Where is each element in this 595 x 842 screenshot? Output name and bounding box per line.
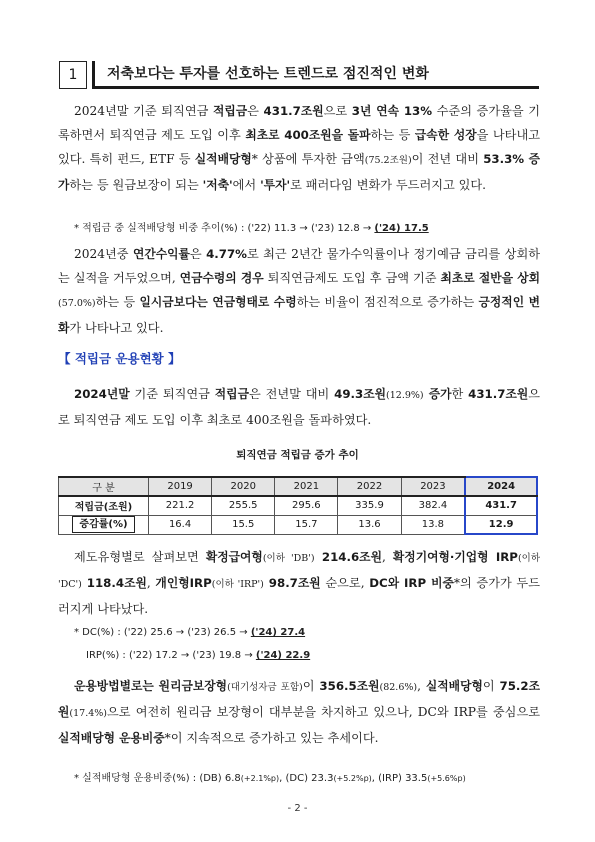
text: 431.7조원 bbox=[468, 387, 529, 401]
text: IRP(%) : ('22) 17.2 → ('23) 19.8 → bbox=[86, 650, 256, 661]
text: 실적배당형 운용비중 bbox=[58, 731, 165, 745]
table-cell: 13.8 bbox=[401, 515, 465, 534]
column-header: 2021 bbox=[275, 477, 338, 496]
text: 4.77% bbox=[206, 247, 248, 261]
paragraph-2 bbox=[58, 242, 540, 340]
text: 53.3% 증가 bbox=[58, 152, 540, 192]
text: 이 bbox=[302, 679, 320, 693]
text: 2024년중 bbox=[74, 247, 133, 261]
text: 가 나타나고 있다. bbox=[69, 321, 164, 335]
text: 하는 등 bbox=[370, 128, 415, 142]
text: 하는 등 bbox=[95, 295, 140, 309]
text: 퇴직연금제도 도입 후 금액 기준 bbox=[263, 271, 441, 285]
text: (대기성자금 포함) bbox=[227, 682, 303, 693]
text: 으로 퇴직연금 제도 도입 이후 최초로 400조원을 돌파하였다. bbox=[58, 387, 541, 427]
text: * DC(%) : ('22) 25.6 → ('23) 26.5 → bbox=[74, 627, 251, 638]
column-header: 2024 bbox=[465, 477, 537, 496]
text: 이 bbox=[482, 679, 500, 693]
text: 3년 연속 13% bbox=[351, 104, 433, 118]
text: 356.5조원 bbox=[319, 679, 380, 693]
reserve-growth-table bbox=[58, 476, 538, 535]
text: 개인형IRP bbox=[155, 576, 212, 590]
text: (82.6%) bbox=[379, 682, 418, 693]
text: 으로 여전히 원리금 보장형이 대부분을 차지하고 있으나, DC와 IRP를 중심으로 bbox=[107, 705, 540, 719]
text: 은 전년말 대비 bbox=[248, 387, 335, 401]
text: 으로 bbox=[323, 104, 352, 118]
text: (+5.2%p) bbox=[333, 774, 372, 783]
text: 확정급여형 bbox=[205, 550, 263, 564]
text: , (DC) 23.3 bbox=[279, 773, 334, 784]
text: 118.4조원 bbox=[81, 576, 147, 590]
text: ('24) 27.4 bbox=[250, 627, 306, 638]
text: 하는 비율이 점진적으로 증가하는 bbox=[296, 295, 479, 309]
text: (12.9%) bbox=[386, 390, 424, 401]
table-cell: 12.9 bbox=[465, 515, 537, 534]
text: ('24) 22.9 bbox=[255, 650, 311, 661]
text: 긍정적인 변화 bbox=[58, 295, 540, 335]
text: ('24) 17.5 bbox=[374, 223, 429, 234]
text: 연금수령의 경우 bbox=[179, 271, 264, 285]
table-cell: 221.2 bbox=[149, 496, 212, 515]
text: 214.6조원 bbox=[314, 550, 382, 564]
paragraph-3 bbox=[58, 382, 540, 432]
section-title: 저축보다는 투자를 선호하는 트렌드로 점진적인 변화 bbox=[92, 61, 539, 89]
text: 은 bbox=[247, 104, 264, 118]
text: 수준의 증가율을 기록하면서 퇴직연금 제도 도입 이후 bbox=[58, 104, 541, 142]
text: 일시금보다는 연금형태로 수령 bbox=[139, 295, 297, 309]
text: (이하 'DC') bbox=[58, 553, 541, 590]
column-header: 2020 bbox=[212, 477, 275, 496]
text: 98.7조원 bbox=[263, 576, 321, 590]
text: * 적립금 중 실적배당형 비중 추이(%) : ('22) 11.3 → ('23) 12.8 → bbox=[74, 223, 375, 234]
text: 적립금 bbox=[212, 104, 248, 118]
page-number: - 2 - bbox=[287, 803, 308, 814]
text: 하는 등 원금보장이 되는 bbox=[69, 178, 203, 192]
text: 최초로 400조원을 돌파 bbox=[245, 128, 371, 142]
footnote-2-irp bbox=[86, 650, 310, 661]
text: 기준 퇴직연금 bbox=[129, 387, 215, 401]
text: (이하 'DB') bbox=[262, 553, 315, 564]
row-header bbox=[59, 515, 149, 534]
table-cell: 431.7 bbox=[465, 496, 537, 515]
footnote-1 bbox=[74, 219, 429, 234]
column-header: 2019 bbox=[149, 477, 212, 496]
text: 로 패러다임 변화가 두드러지고 있다. bbox=[290, 178, 487, 192]
text: 49.3조원 bbox=[334, 387, 387, 401]
text: 순으로, bbox=[320, 576, 370, 590]
column-header: 2022 bbox=[338, 477, 401, 496]
text: 적립금 bbox=[214, 387, 249, 401]
text: '저축' bbox=[202, 178, 233, 192]
paragraph-1 bbox=[58, 99, 540, 197]
table-row bbox=[59, 496, 538, 515]
text: , bbox=[381, 550, 393, 564]
text: 한 bbox=[451, 387, 469, 401]
section-number: 1 bbox=[59, 61, 87, 89]
text: 증가 bbox=[423, 387, 452, 401]
text: 431.7조원 bbox=[263, 104, 324, 118]
paragraph-5 bbox=[58, 674, 540, 750]
text: , (IRP) 33.5 bbox=[371, 773, 428, 784]
text: *의 증가가 두드러지게 나타났다. bbox=[58, 576, 540, 616]
table-cell: 15.5 bbox=[212, 515, 275, 534]
text: 2024년말 bbox=[74, 387, 130, 401]
text: '투자' bbox=[260, 178, 291, 192]
column-header: 2023 bbox=[401, 477, 465, 496]
text: (75.2조원) bbox=[364, 155, 412, 166]
text: , bbox=[417, 679, 426, 693]
paragraph-4 bbox=[58, 545, 540, 621]
subheading: 【 적립금 운용현황 】 bbox=[58, 351, 181, 366]
text: 실적배당형 bbox=[425, 679, 483, 693]
text: 에서 bbox=[232, 178, 261, 192]
text: 을 나타내고 있다. 특히 펀드, ETF 등 bbox=[58, 128, 540, 166]
table-cell: 16.4 bbox=[149, 515, 212, 534]
table-cell: 335.9 bbox=[338, 496, 401, 515]
text: 로 최근 2년간 물가수익률이나 정기예금 금리를 상회하는 실적을 거두었으며, bbox=[58, 247, 540, 285]
text: 연간수익률 bbox=[132, 247, 190, 261]
text: 제도유형별로 살펴보면 bbox=[74, 550, 206, 564]
text: 확정기여형·기업형 IRP bbox=[392, 550, 518, 564]
table-cell: 255.5 bbox=[212, 496, 275, 515]
text: 2024년말 기준 퇴직연금 bbox=[74, 104, 213, 118]
text: (17.4%) bbox=[69, 708, 107, 719]
text: DC와 IRP 비중 bbox=[369, 576, 454, 590]
column-header: 구 분 bbox=[59, 477, 149, 496]
text: (이하 'IRP') bbox=[211, 579, 264, 590]
table-cell: 13.6 bbox=[338, 515, 401, 534]
table-header-row bbox=[59, 477, 538, 496]
text: *이 지속적으로 증가하고 있는 추세이다. bbox=[164, 731, 379, 745]
text: 이 전년 대비 bbox=[411, 152, 484, 166]
table-cell: 15.7 bbox=[275, 515, 338, 534]
table-row bbox=[59, 515, 538, 534]
text: 실적배당형 bbox=[194, 152, 252, 166]
text: , bbox=[146, 576, 156, 590]
row-label-tag: 증감률(%) bbox=[72, 516, 134, 533]
text: 은 bbox=[189, 247, 207, 261]
text: 급속한 성장 bbox=[414, 128, 477, 142]
row-header: 적립금(조원) bbox=[59, 496, 149, 515]
text: 원리금보장형 bbox=[158, 679, 228, 693]
table-title: 퇴직연금 적립금 증가 추이 bbox=[236, 449, 359, 461]
text: 75.2조원 bbox=[58, 679, 541, 719]
text: (+5.6%p) bbox=[427, 774, 466, 783]
text: (57.0%) bbox=[58, 298, 96, 309]
text: 최초로 절반을 상회 bbox=[440, 271, 540, 285]
table-cell: 382.4 bbox=[401, 496, 465, 515]
footnote-2-dc bbox=[74, 627, 305, 638]
footnote-3 bbox=[74, 769, 466, 784]
text: (+2.1%p) bbox=[240, 774, 280, 783]
text: * 실적배당형 운용비중(%) : (DB) 6.8 bbox=[74, 773, 241, 784]
text: 운용방법별로는 bbox=[74, 679, 154, 693]
table-cell: 295.6 bbox=[275, 496, 338, 515]
text: * 상품에 투자한 금액 bbox=[251, 152, 365, 166]
